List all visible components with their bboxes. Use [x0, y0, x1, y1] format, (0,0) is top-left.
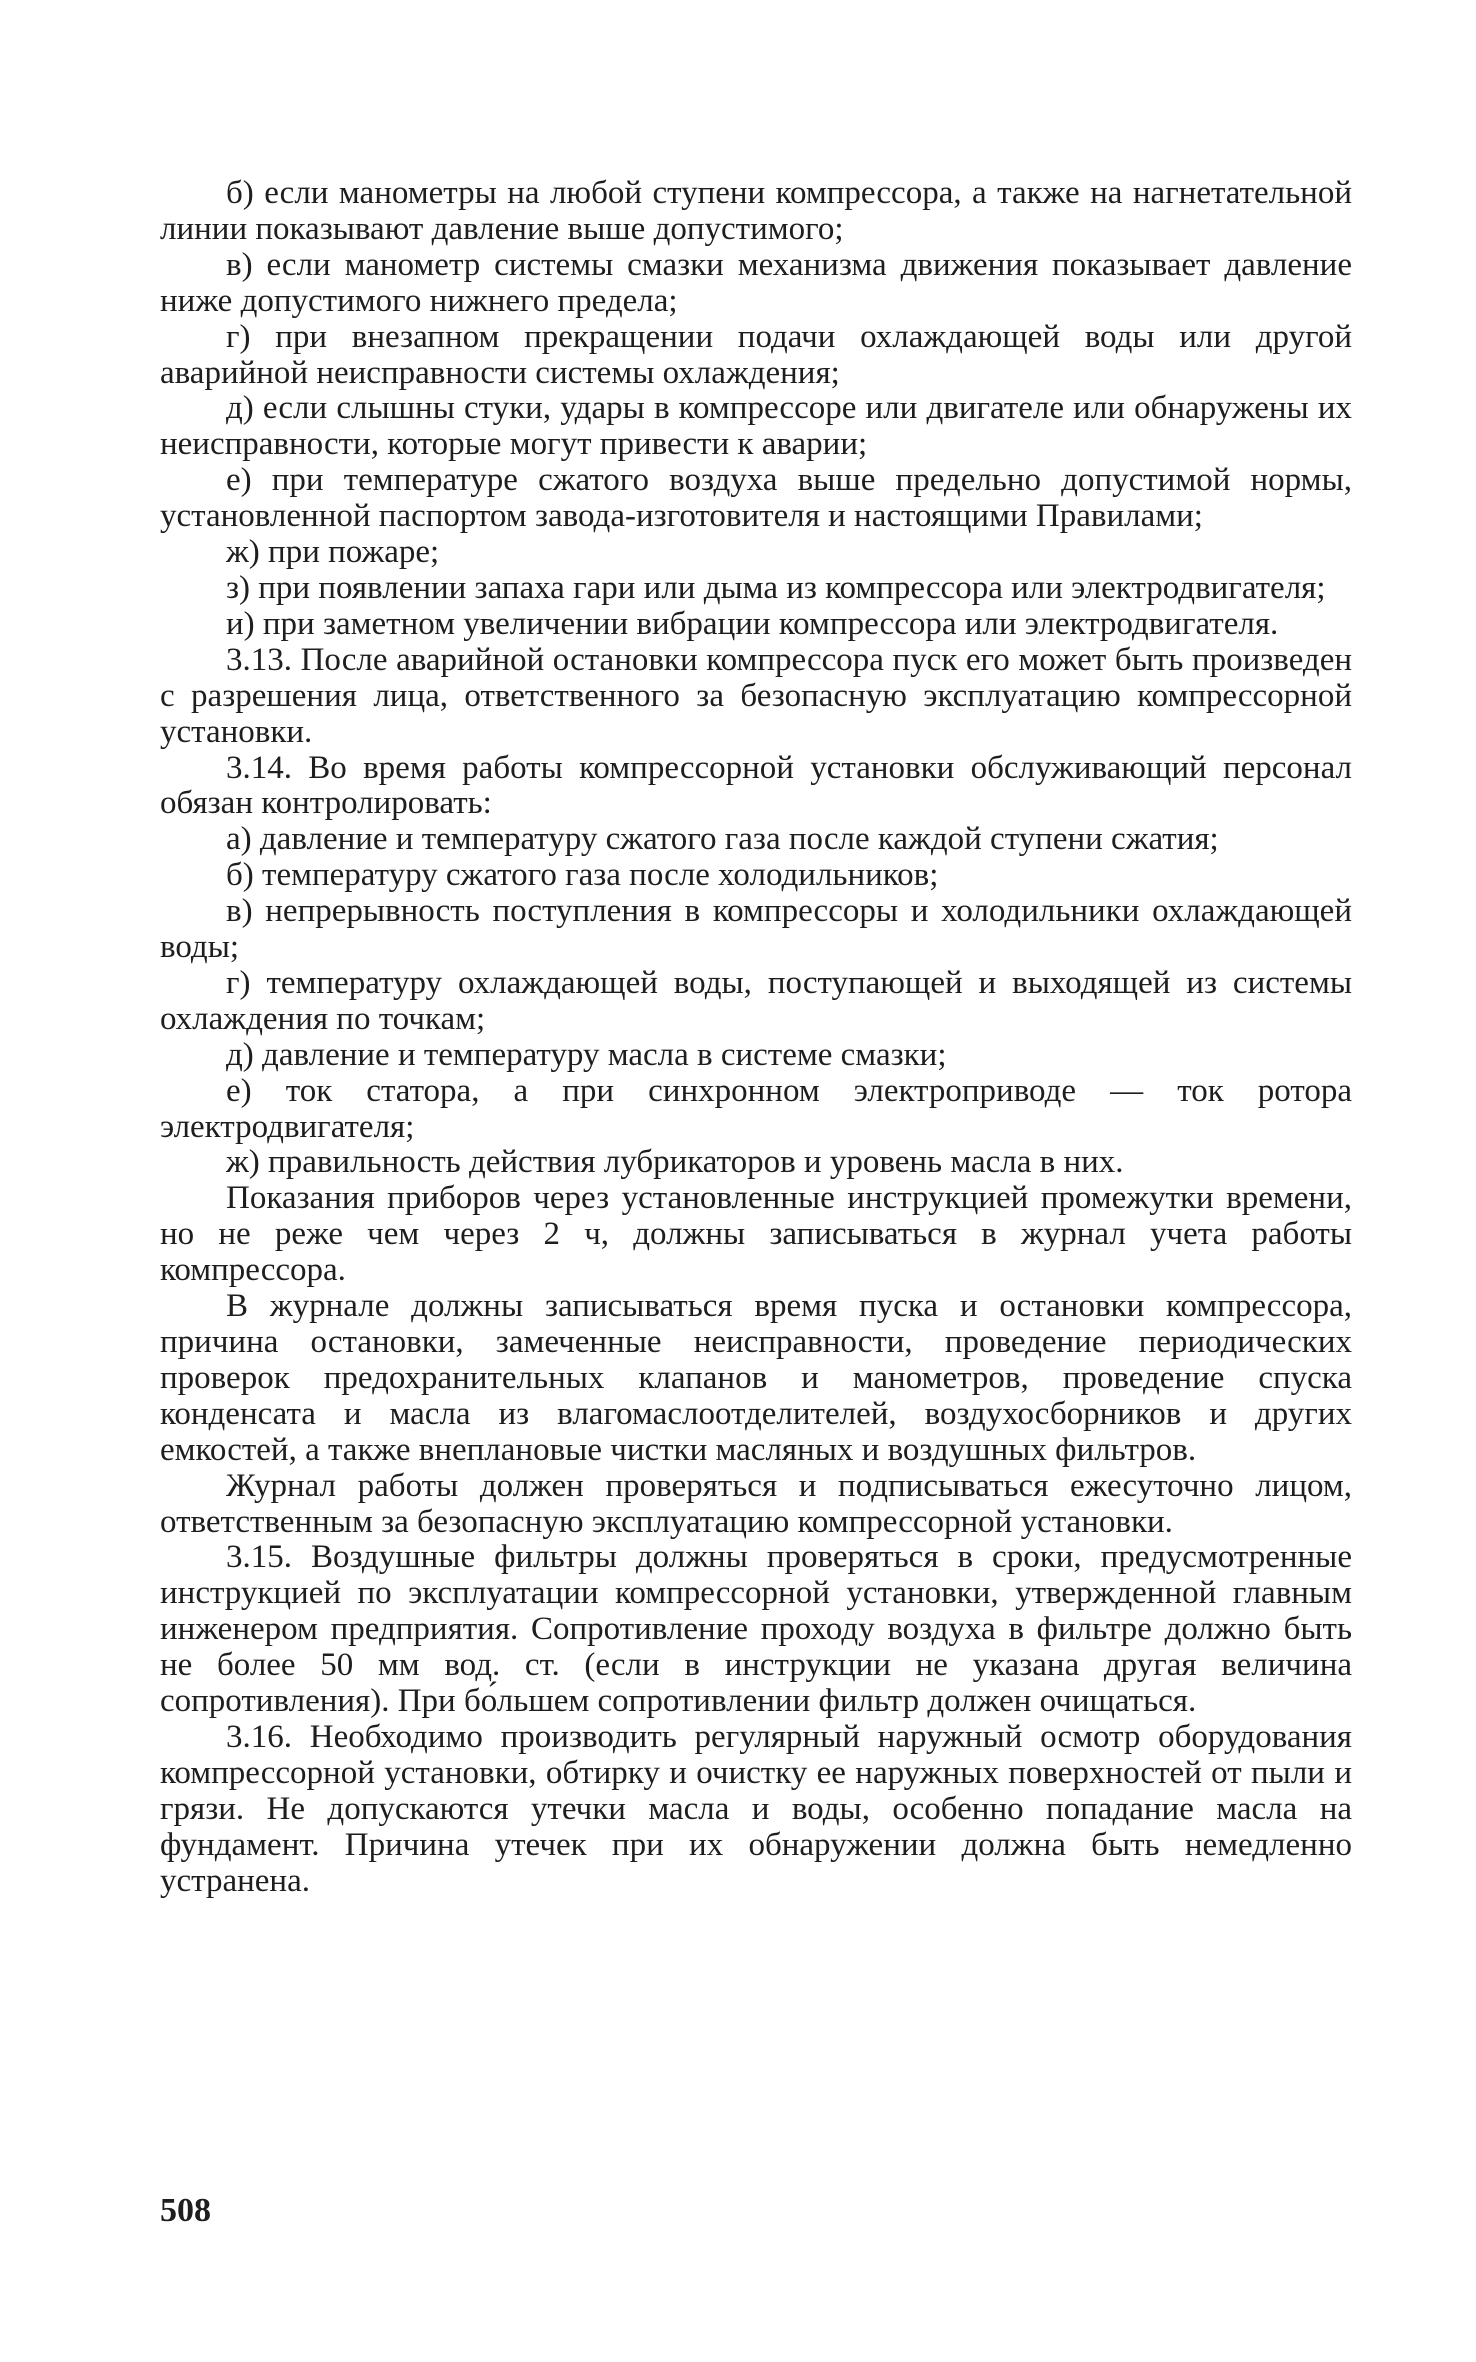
paragraph-item-e-stator-current: е) ток статора, а при синхронном электроприводе — ток ротора электродвигателя; — [160, 1072, 1352, 1145]
paragraph-item-a-gas-pressure: а) давление и температуру сжатого газа после каждой ступени сжатия; — [226, 821, 1219, 858]
paragraph-item-g-cooling-water: г) при внезапном прекращении подачи охлаждающей воды или другой аварийной неисправности системы охлаждения; — [160, 318, 1352, 391]
page-body — [160, 176, 1352, 1900]
paragraph-section-3-14: 3.14. Во время работы компрессорной установки обслуживающий персонал обязан контролировать: — [160, 749, 1352, 822]
paragraph-log-contents: В журнале должны записываться время пуска и остановки компрессора, причина остановки, замеченные неисправности, проведение периодических проверок предохранительных клапанов и манометров, проведение спуска конденсата и масла из влагомаслоотделителей, воздухосборников и других емкостей, а также внеплановые чистки масляных и воздушных фильтров. — [160, 1288, 1352, 1468]
paragraph-item-e-air-temperature: е) при температуре сжатого воздуха выше предельно допустимой нормы, установленной паспортом завода-изготовителя и настоящими Правилами; — [160, 462, 1352, 535]
paragraph-item-v-lubrication-pressure: в) если манометр системы смазки механизма движения показывает давление ниже допустимого нижнего предела; — [160, 246, 1352, 319]
paragraph-item-i-vibration: и) при заметном увеличении вибрации компрессора или электродвигателя. — [226, 605, 1279, 642]
paragraph-item-d-oil-pressure: д) давление и температуру масла в системе смазки; — [226, 1036, 947, 1073]
paragraph-item-d-knocks: д) если слышны стуки, удары в компрессоре или двигателе или обнаружены их неисправности, которые могут привести к аварии; — [160, 390, 1352, 463]
paragraph-section-3-13: 3.13. После аварийной остановки компрессора пуск его может быть произведен с разрешения лица, ответственного за безопасную эксплуатацию компрессорной установки. — [160, 641, 1352, 750]
paragraph-section-3-15: 3.15. Воздушные фильтры должны проверяться в сроки, предусмотренные инструкцией по эксплуатации компрессорной установки, утвержденной главным инженером предприятия. Сопротивление проходу воздуха в фильтре должно быть не более 50 мм вод. ст. (если в инструкции не указана другая величина сопротивления). При бо́льшем сопротивлении фильтр должен очищаться. — [160, 1539, 1352, 1720]
paragraph-instrument-readings: Показания приборов через установленные инструкцией промежутки времени, но не реже чем через 2 ч, должны записываться в журнал учета работы компрессора. — [160, 1180, 1352, 1289]
paragraph-item-zh-lubricators: ж) правильность действия лубрикаторов и уровень масла в них. — [226, 1144, 1124, 1181]
paragraph-item-zh-fire: ж) при пожаре; — [226, 534, 440, 571]
page-number: 508 — [160, 2192, 211, 2229]
paragraph-item-b-manometers: б) если манометры на любой ступени компрессора, а также на нагнетательной линии показывают давление выше допустимого; — [160, 175, 1352, 247]
paragraph-item-v-water-supply: в) непрерывность поступления в компрессоры и холодильники охлаждающей воды; — [160, 893, 1352, 966]
paragraph-log-signing: Журнал работы должен проверяться и подписываться ежесуточно лицом, ответственным за безопасную эксплуатацию компрессорной установки. — [160, 1467, 1352, 1540]
paragraph-item-z-smoke: з) при появлении запаха гари или дыма из компрессора или электродвигателя; — [226, 569, 1326, 606]
paragraph-item-b-gas-temperature: б) температуру сжатого газа после холодильников; — [226, 857, 939, 894]
paragraph-item-g-water-temperature: г) температуру охлаждающей воды, поступающей и выходящей из системы охлаждения по точкам; — [160, 964, 1352, 1037]
paragraph-section-3-16: 3.16. Необходимо производить регулярный наружный осмотр оборудования компрессорной установки, обтирку и очистку ее наружных поверхностей от пыли и грязи. Не допускаются утечки масла и воды, особенно попадание масла на фундамент. Причина утечек при их обнаружении должна быть немедленно устранена. — [160, 1718, 1352, 1899]
